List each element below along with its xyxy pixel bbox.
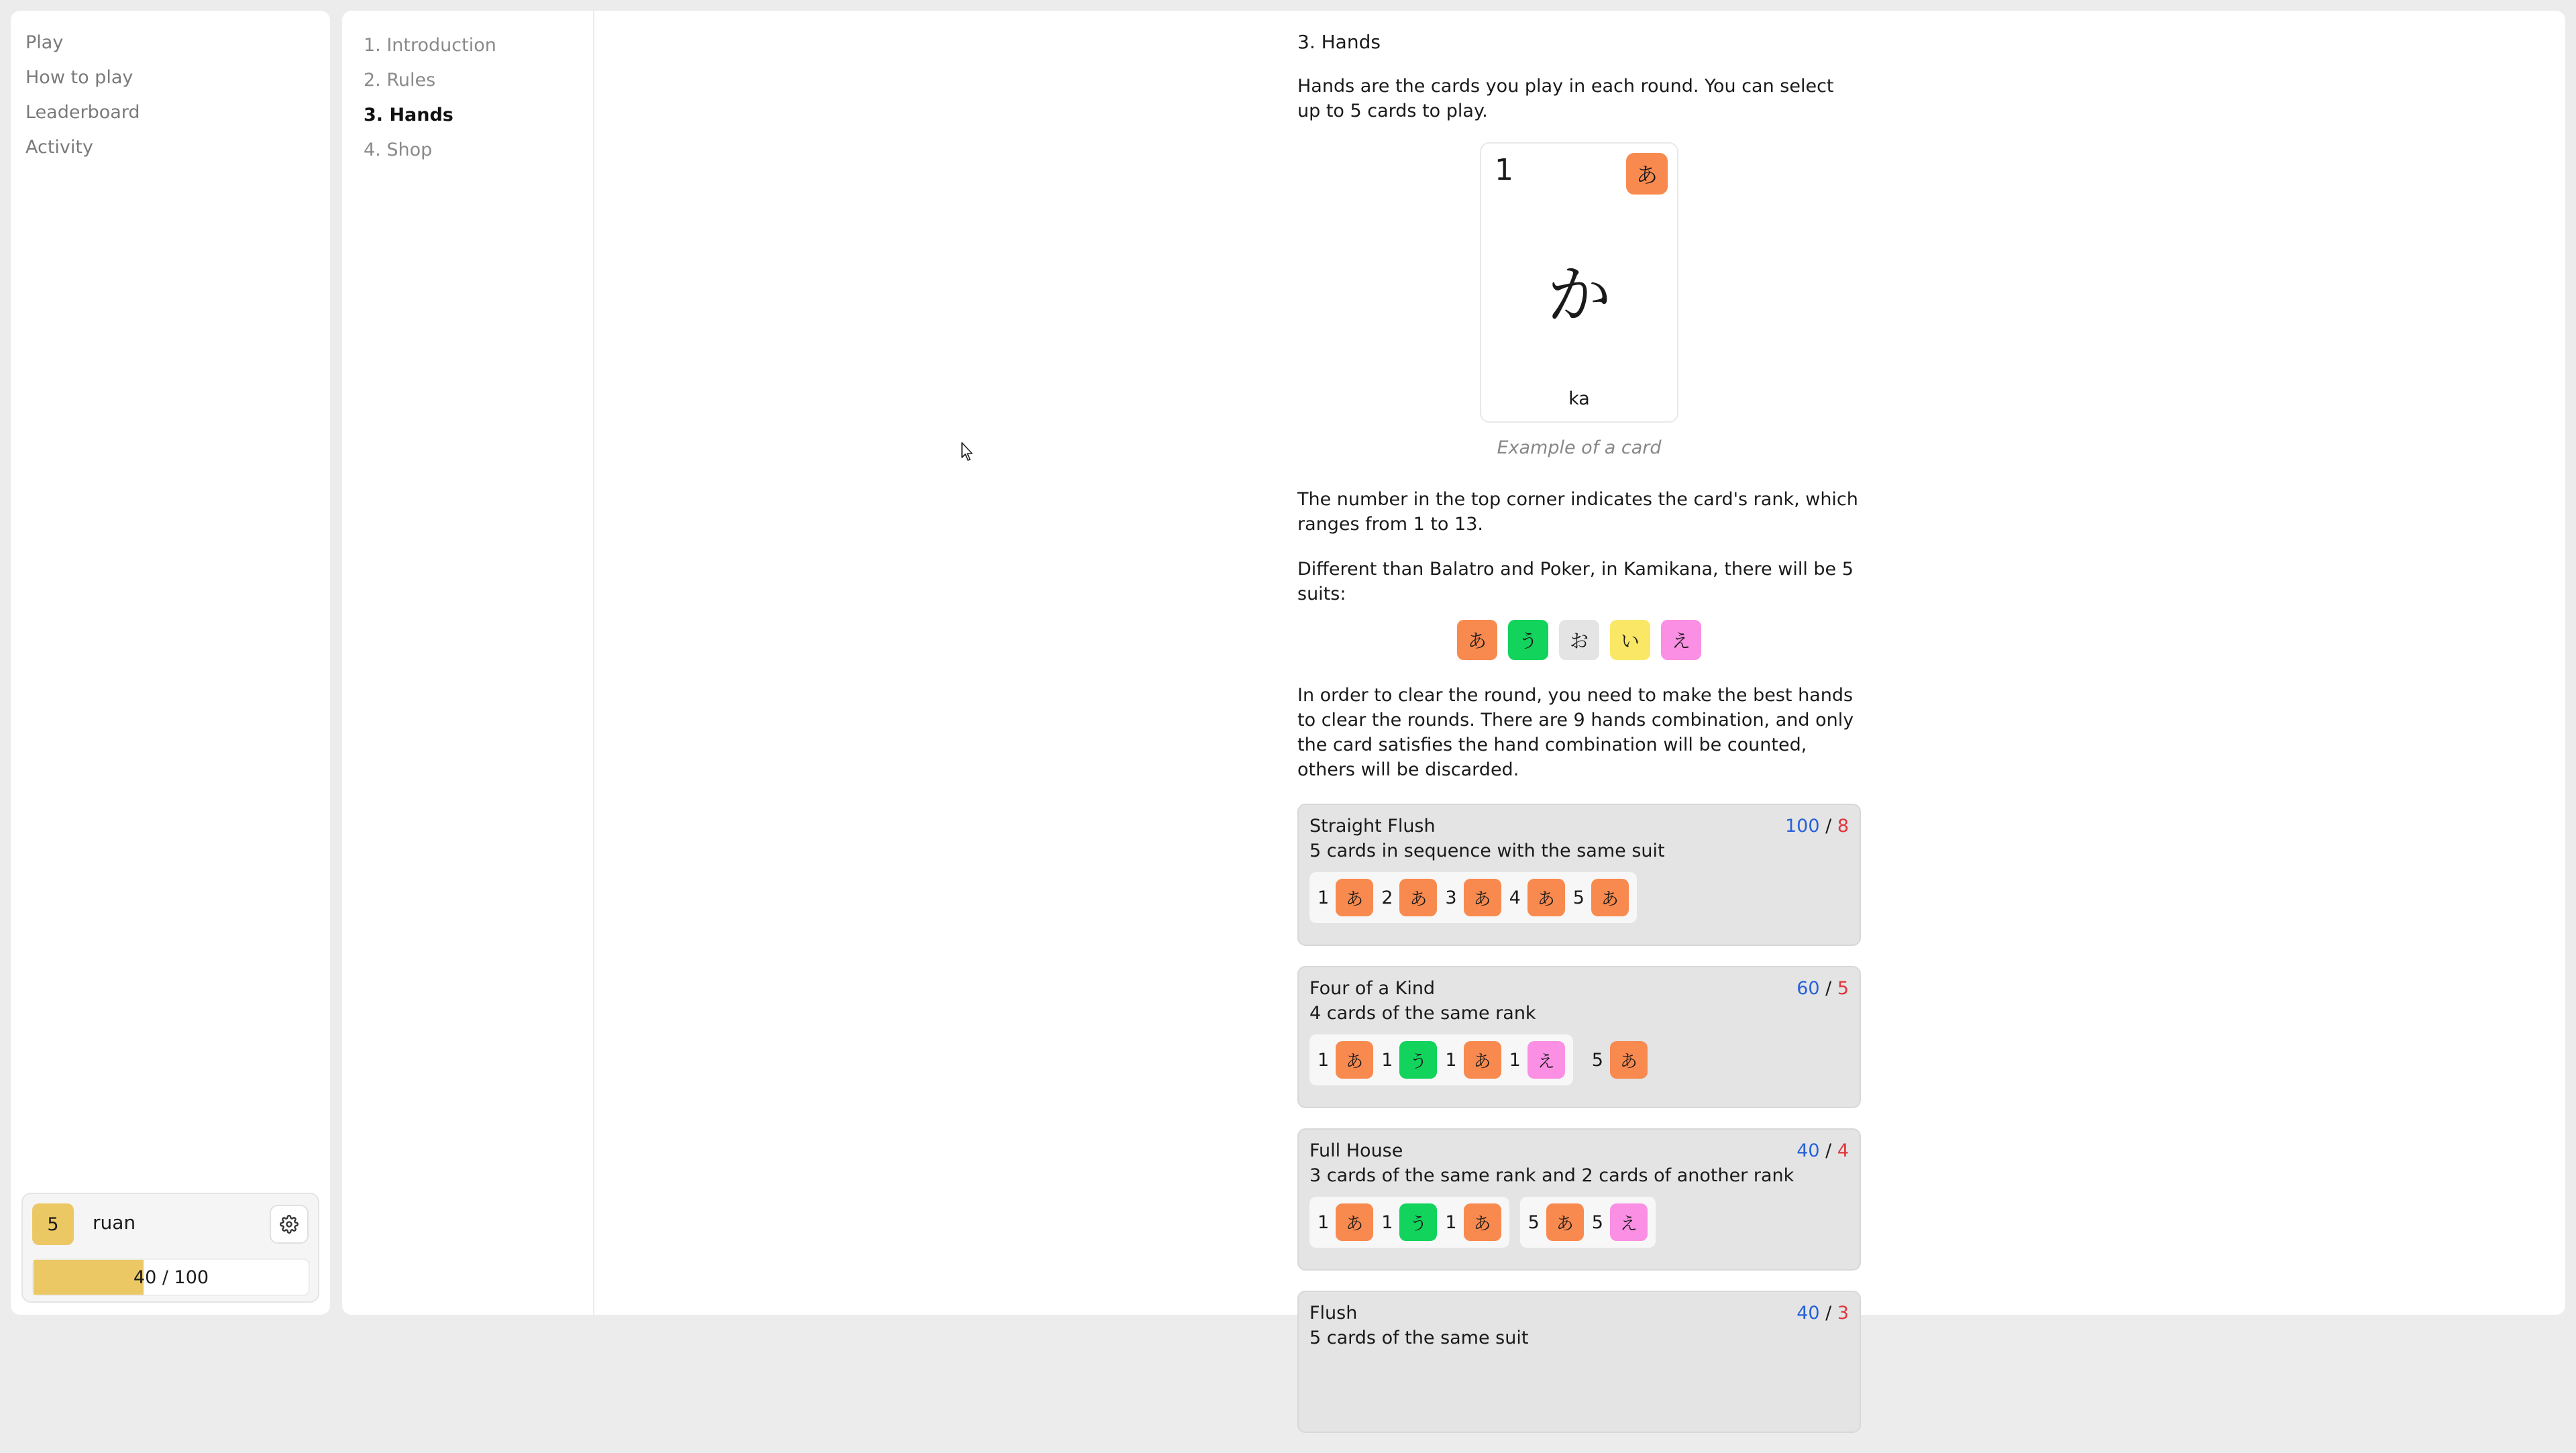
hand-score <box>1796 1139 1849 1163</box>
hand-name: Four of a Kind <box>1309 978 1436 999</box>
mini-card-rank: 5 <box>1591 1049 1603 1071</box>
mini-card-suit: あ <box>1336 1203 1373 1241</box>
mini-card <box>1445 1203 1501 1241</box>
hand-chips: 100 <box>1785 816 1820 837</box>
mini-card-rank: 5 <box>1572 887 1585 908</box>
table-of-contents <box>342 11 594 1315</box>
mini-card-suit: あ <box>1464 1203 1501 1241</box>
mini-card <box>1592 1203 1648 1241</box>
xp-progress-bar <box>32 1258 310 1296</box>
suit-chip: う <box>1508 620 1548 660</box>
mini-card-rank: 1 <box>1445 1049 1457 1071</box>
mini-card-suit: あ <box>1610 1041 1648 1079</box>
hands-list <box>1297 804 1861 1433</box>
counted-card-group <box>1520 1197 1656 1248</box>
mini-card-suit: あ <box>1527 879 1565 916</box>
mini-card-suit: あ <box>1464 1041 1501 1079</box>
mini-card-rank: 1 <box>1318 1212 1330 1233</box>
hand-mult: 8 <box>1837 816 1849 837</box>
level-badge: 5 <box>32 1203 74 1245</box>
toc-item-hands[interactable]: 3. Hands <box>364 105 453 125</box>
hand-example-cards <box>1309 1034 1849 1085</box>
card-suit-badge: あ <box>1626 153 1668 195</box>
mini-card <box>1509 879 1565 916</box>
counted-card-group <box>1309 1034 1573 1085</box>
mini-card-rank: 1 <box>1318 1049 1330 1071</box>
suit-chip: え <box>1661 620 1701 660</box>
mini-card-suit: う <box>1399 1041 1437 1079</box>
mini-card-rank: 1 <box>1445 1212 1457 1233</box>
suit-chip: い <box>1610 620 1650 660</box>
counted-card-group <box>1309 872 1637 923</box>
hand-name: Flush <box>1309 1303 1358 1324</box>
mini-card-suit: あ <box>1464 879 1501 916</box>
settings-button[interactable] <box>270 1205 309 1244</box>
hand-example-cards <box>1309 1197 1849 1248</box>
mini-card-rank: 1 <box>1381 1212 1393 1233</box>
mouse-cursor-icon <box>961 441 974 462</box>
suit-chip: あ <box>1457 620 1497 660</box>
mini-card-suit: あ <box>1399 879 1437 916</box>
mini-card-rank: 1 <box>1318 887 1330 908</box>
score-separator: / <box>1819 1140 1837 1161</box>
mini-card <box>1445 1041 1501 1079</box>
hand-name: Straight Flush <box>1309 816 1436 837</box>
gear-icon <box>280 1215 299 1234</box>
mini-card-rank: 3 <box>1445 887 1457 908</box>
hand-combination <box>1297 804 1861 946</box>
counted-card-group <box>1309 1197 1509 1248</box>
left-sidebar <box>11 11 330 1315</box>
toc-item-shop[interactable]: 4. Shop <box>364 140 433 160</box>
example-card <box>1480 142 1678 423</box>
mini-card <box>1528 1203 1584 1241</box>
mini-card-rank: 1 <box>1381 1049 1393 1071</box>
mini-card-rank: 5 <box>1527 1212 1540 1233</box>
mini-card <box>1381 1041 1437 1079</box>
hand-chips: 40 <box>1796 1303 1820 1324</box>
toc-item-introduction[interactable]: 1. Introduction <box>364 35 496 56</box>
hand-combination <box>1297 966 1861 1108</box>
nav-item-leaderboard[interactable]: Leaderboard <box>25 102 140 123</box>
mini-card-suit: あ <box>1336 1041 1373 1079</box>
nav-item-how-to-play[interactable]: How to play <box>25 67 133 88</box>
clear-round-paragraph: In order to clear the round, you need to make the best hands to clear the rounds. There are 9 hands combination, and only the card satisfies the hand combination will be counted, others will be discarded. <box>1297 685 1854 780</box>
hand-mult: 5 <box>1837 978 1849 999</box>
hand-description: 5 cards of the same suit <box>1309 1328 1529 1348</box>
nav-item-activity[interactable]: Activity <box>25 137 93 158</box>
mini-card-rank: 2 <box>1381 887 1393 908</box>
mini-card-rank: 5 <box>1591 1212 1603 1233</box>
hand-mult: 3 <box>1837 1303 1849 1324</box>
hand-name: Full House <box>1309 1140 1403 1161</box>
mini-card <box>1381 1203 1437 1241</box>
card-kana: か <box>1547 258 1611 333</box>
mini-card-suit: え <box>1610 1203 1648 1241</box>
user-card <box>21 1193 319 1303</box>
score-separator: / <box>1819 978 1837 999</box>
card-rank: 1 <box>1495 153 1513 187</box>
mini-card-suit: あ <box>1336 879 1373 916</box>
hand-score <box>1785 814 1849 839</box>
xp-progress-text: 40 / 100 <box>133 1267 209 1288</box>
mini-card <box>1509 1041 1565 1079</box>
hand-score <box>1796 1301 1849 1326</box>
mini-card-rank: 4 <box>1509 887 1521 908</box>
article-content <box>1297 30 1861 1453</box>
suits-row <box>1297 620 1861 660</box>
hand-chips: 60 <box>1796 978 1820 999</box>
hand-combination <box>1297 1128 1861 1271</box>
main-nav <box>25 25 140 165</box>
mini-card <box>1592 1041 1648 1079</box>
rank-paragraph: The number in the top corner indicates the card's rank, which ranges from 1 to 13. <box>1297 489 1858 535</box>
mini-card-suit: あ <box>1546 1203 1584 1241</box>
mini-card <box>1318 879 1373 916</box>
username: ruan <box>93 1212 136 1234</box>
suits-paragraph: Different than Balatro and Poker, in Kamikana, there will be 5 suits: <box>1297 559 1854 604</box>
intro-paragraph: Hands are the cards you play in each round. You can select up to 5 cards to play. <box>1297 76 1834 121</box>
mini-card-suit: う <box>1399 1203 1437 1241</box>
toc-list <box>364 28 496 168</box>
nav-item-play[interactable]: Play <box>25 32 64 53</box>
score-separator: / <box>1819 816 1837 837</box>
mini-card <box>1381 879 1437 916</box>
card-caption: Example of a card <box>1497 437 1662 458</box>
mini-card-rank: 1 <box>1509 1049 1521 1071</box>
mini-card <box>1573 879 1629 916</box>
hand-chips: 40 <box>1796 1140 1820 1161</box>
card-romaji: ka <box>1568 388 1590 409</box>
section-title: 3. Hands <box>1297 31 1381 53</box>
discarded-card-group <box>1584 1034 1656 1085</box>
hand-description: 4 cards of the same rank <box>1309 1003 1536 1024</box>
suit-chip: お <box>1559 620 1599 660</box>
score-separator: / <box>1819 1303 1837 1324</box>
hand-combination <box>1297 1291 1861 1433</box>
mini-card <box>1318 1203 1373 1241</box>
hand-example-cards <box>1309 872 1849 923</box>
hand-mult: 4 <box>1837 1140 1849 1161</box>
mini-card-suit: あ <box>1591 879 1629 916</box>
mini-card-suit: え <box>1527 1041 1565 1079</box>
hand-description: 5 cards in sequence with the same suit <box>1309 841 1665 861</box>
main-panel <box>342 11 2565 1348</box>
mini-card <box>1445 879 1501 916</box>
hand-description: 3 cards of the same rank and 2 cards of another rank <box>1309 1165 1794 1186</box>
example-card-figure <box>1297 142 1861 460</box>
toc-item-rules[interactable]: 2. Rules <box>364 70 436 91</box>
mini-card <box>1318 1041 1373 1079</box>
hand-score <box>1796 977 1849 1001</box>
